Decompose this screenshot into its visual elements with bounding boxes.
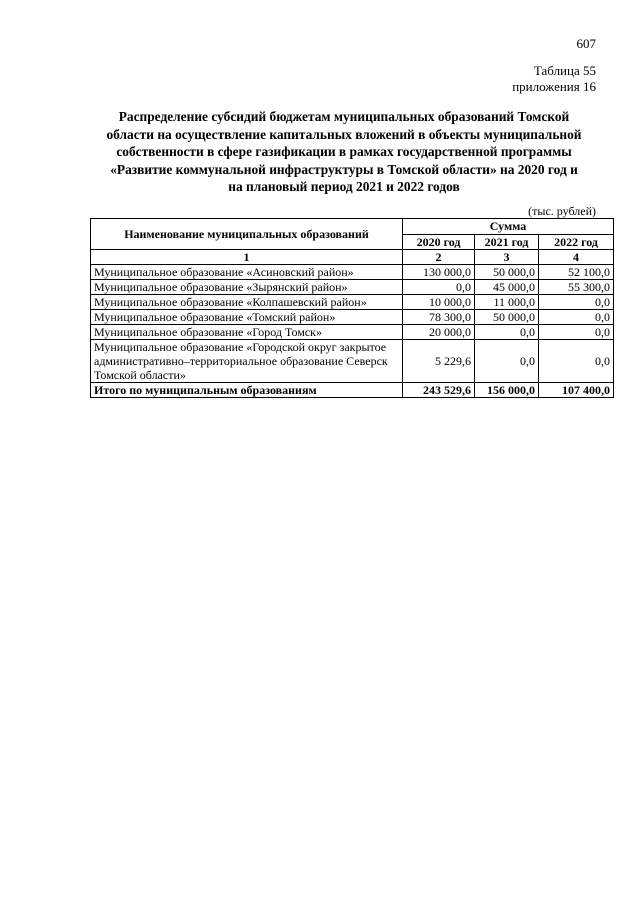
municipality-name: Муниципальное образование «Томский район»	[91, 310, 403, 325]
page-number: 607	[576, 36, 596, 51]
total-2022: 107 400,0	[539, 383, 614, 398]
amount-2020: 20 000,0	[403, 325, 475, 340]
table-number: Таблица 55	[533, 63, 596, 78]
total-2021: 156 000,0	[475, 383, 539, 398]
total-row	[91, 383, 614, 398]
header-year-2022: 2022 год	[539, 234, 614, 250]
header-year-2020: 2020 год	[403, 234, 475, 250]
header-municipality-name: Наименование муниципальных образований	[91, 219, 403, 250]
amount-2022: 0,0	[539, 310, 614, 325]
table-row	[91, 280, 614, 295]
amount-2021: 50 000,0	[475, 310, 539, 325]
amount-2021: 11 000,0	[475, 295, 539, 310]
amount-2022: 0,0	[539, 340, 614, 383]
amount-2020: 78 300,0	[403, 310, 475, 325]
appendix-number: приложения 16	[512, 79, 596, 94]
title-line: собственности в сфере газификации в рамках государственной программы	[116, 144, 572, 159]
table-row	[91, 340, 614, 383]
title-line: Распределение субсидий бюджетам муниципальных образований Томской	[118, 109, 570, 124]
title-line: области на осуществление капитальных вложений в объекты муниципальной	[106, 126, 582, 142]
municipality-name: Муниципальное образование «Асиновский район»	[91, 265, 403, 280]
amount-2020: 5 229,6	[403, 340, 475, 383]
amount-2020: 0,0	[403, 280, 475, 295]
municipality-name: Муниципальное образование «Городской округ закрытое административно–территориальное образование Северск Томской области»	[91, 340, 403, 383]
amount-2021: 50 000,0	[475, 265, 539, 280]
amount-2021: 0,0	[475, 325, 539, 340]
header-sum: Сумма	[403, 219, 614, 235]
units-label: (тыс. рублей)	[528, 204, 596, 218]
amount-2022: 0,0	[539, 325, 614, 340]
table-row	[91, 325, 614, 340]
table-reference	[512, 63, 596, 95]
municipality-name: Муниципальное образование «Город Томск»	[91, 325, 403, 340]
title-line: на плановый период 2021 и 2022 годов	[228, 179, 460, 194]
column-number: 1	[91, 250, 403, 265]
title-line: «Развитие коммунальной инфраструктуры в Томской области» на 2020 год и	[110, 161, 578, 177]
table-row	[91, 265, 614, 280]
table-row	[91, 310, 614, 325]
amount-2021: 0,0	[475, 340, 539, 383]
municipality-name: Муниципальное образование «Зырянский район»	[91, 280, 403, 295]
table-row	[91, 295, 614, 310]
subsidies-table	[90, 218, 614, 398]
amount-2022: 0,0	[539, 295, 614, 310]
total-2020: 243 529,6	[403, 383, 475, 398]
amount-2022: 52 100,0	[539, 265, 614, 280]
municipality-name: Муниципальное образование «Колпашевский район»	[91, 295, 403, 310]
amount-2021: 45 000,0	[475, 280, 539, 295]
document-title	[88, 108, 600, 196]
amount-2020: 10 000,0	[403, 295, 475, 310]
column-number: 3	[475, 250, 539, 265]
column-number: 4	[539, 250, 614, 265]
column-number: 2	[403, 250, 475, 265]
amount-2022: 55 300,0	[539, 280, 614, 295]
header-year-2021: 2021 год	[475, 234, 539, 250]
total-label: Итого по муниципальным образованиям	[91, 383, 403, 398]
amount-2020: 130 000,0	[403, 265, 475, 280]
